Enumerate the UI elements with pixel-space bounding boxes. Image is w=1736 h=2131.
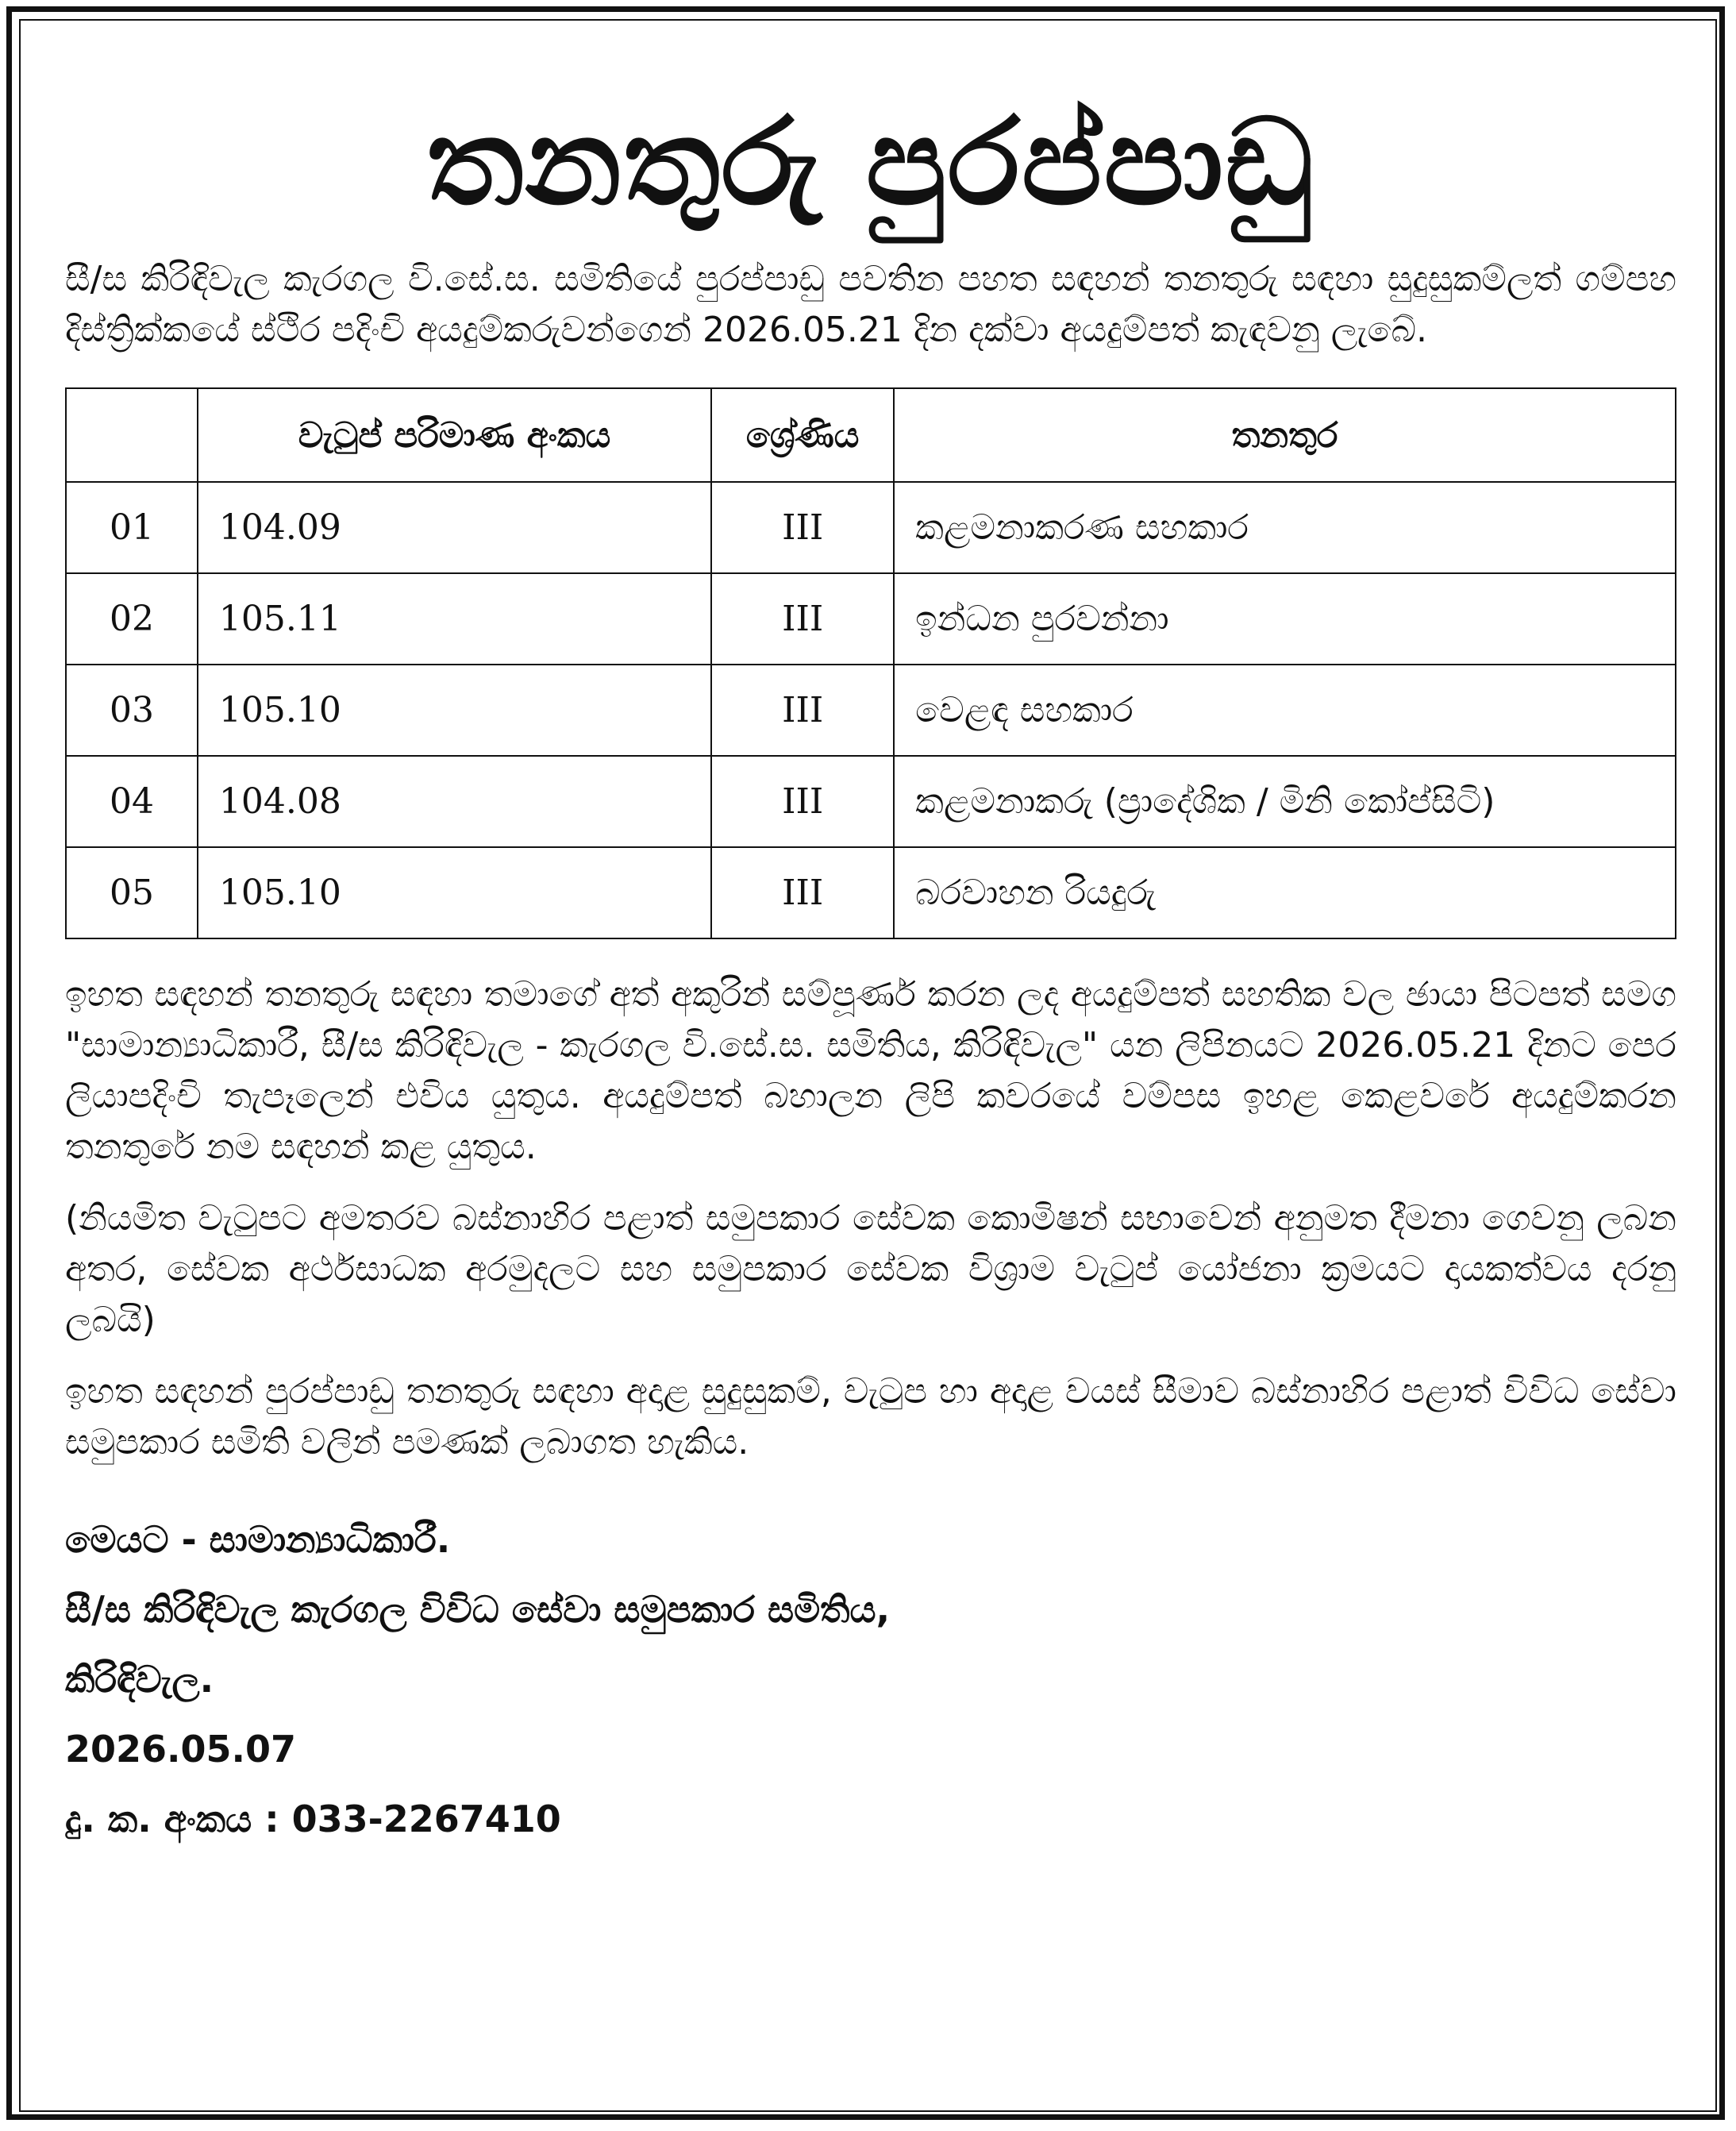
- row-salary-code: 105.10: [198, 665, 711, 756]
- table-row: [66, 756, 1676, 847]
- notice-title: තනතුරු පුරප්පාඩු: [426, 94, 1315, 232]
- application-instructions: ඉහත සඳහන් තනතුරු සඳහා තමාගේ අත් අකුරින් සම්පූර්ණ කරන ලද අයදුම්පත් සහතික වල ඡායා පිටපත් සමග "සාමාන්‍යාධිකාරී, සී/ස කිරිඳිවැල - කැරගල වි.සේ.ස. සමිතිය, කිරිඳිවැල" යන ලිපිනයට 2026.05.21 දිනට පෙර ලියාපදිංචි තැපෑලෙන් එවිය යුතුය. අයදුම්පත් බහාලන ලිපි කවරයේ වම්පස ඉහළ කෙළවරේ අයදුම්කරන තනතුරේ නම සඳහන් කළ යුතුය.: [65, 974, 1676, 1167]
- society-name: සී/ස කිරිඳිවැල කැරගල විවිධ සේවා සමුපකාර සමිතිය,: [65, 1588, 891, 1631]
- qualifications-note: ඉහත සඳහන් පුරප්පාඩු තනතුරු සඳහා අදාළ සුදුසුකම්, වැටුප හා අදාළ වයස් සීමාව බස්නාහිර පළාත් විවිධ සේවා සමුපකාර සමිති වලින් පමණක් ලබාගත හැකිය.: [65, 1371, 1676, 1462]
- header-number: [66, 388, 198, 482]
- row-salary-code: 104.08: [198, 756, 711, 847]
- signature-block: [65, 1505, 1676, 1854]
- table-row: [66, 665, 1676, 756]
- table-row: [66, 847, 1676, 938]
- table-header-row: [66, 388, 1676, 482]
- row-grade: III: [711, 847, 894, 938]
- row-salary-code: 104.09: [198, 482, 711, 573]
- phone-number: දු. ක. අංකය : 033-2267410: [65, 1798, 561, 1840]
- row-number: 02: [66, 573, 198, 665]
- row-grade: III: [711, 573, 894, 665]
- vacancy-table: [65, 387, 1676, 939]
- row-number: 03: [66, 665, 198, 756]
- row-post: වෙළඳ සහකාර: [894, 665, 1676, 756]
- notice-date: 2026.05.07: [65, 1728, 297, 1771]
- row-salary-code: 105.11: [198, 573, 711, 665]
- row-number: 05: [66, 847, 198, 938]
- row-grade: III: [711, 665, 894, 756]
- header-grade: ශ්‍රේණිය: [711, 388, 894, 482]
- intro-paragraph: සී/ස කිරිඳිවැල කැරගල වි.සේ.ස. සමිතියේ පුරප්පාඩු පවතින පහත සඳහන් තනතුරු සඳහා සුදුසුකම්ලත් ගම්පහ දිස්ත්‍රික්කයේ ස්ථිර පදිංචි අයදුම්කරුවන්ගෙන් 2026.05.21 දින දක්වා අයදුම්පත් කැඳවනු ලැබේ.: [65, 259, 1676, 350]
- row-post: බරවාහන රියදුරු: [894, 847, 1676, 938]
- header-salary-code: වැටුප් පරිමාණ අංකය: [198, 388, 711, 482]
- allowances-note: (නියමිත වැටුපට අමතරව බස්නාහිර පළාත් සමුපකාර සේවක කොමිෂන් සභාවෙන් අනුමත දීමනා ගෙවනු ලබන අතර, සේවක අර්ථසාධක අරමුදලට සහ සමුපකාර සේවක විශ්‍රාම වැටුප් යෝජනා ක්‍රමයට දායකත්වය දරනු ලබයි): [65, 1198, 1676, 1340]
- row-grade: III: [711, 482, 894, 573]
- row-post: කළමනාකරු (ප්‍රාදේශික / මිනි කෝප්සිටි): [894, 756, 1676, 847]
- header-post: තනතුර: [894, 388, 1676, 482]
- notice-content: [65, 95, 1676, 1854]
- table-row: [66, 482, 1676, 573]
- table-row: [66, 573, 1676, 665]
- signatory-title: මෙයට - සාමාන්‍යාධිකාරී.: [65, 1518, 451, 1561]
- row-number: 04: [66, 756, 198, 847]
- row-grade: III: [711, 756, 894, 847]
- society-location: කිරිඳිවැල.: [65, 1658, 214, 1701]
- row-number: 01: [66, 482, 198, 573]
- row-post: කළමනාකරණ සහකාර: [894, 482, 1676, 573]
- row-post: ඉන්ධන පුරවන්නා: [894, 573, 1676, 665]
- row-salary-code: 105.10: [198, 847, 711, 938]
